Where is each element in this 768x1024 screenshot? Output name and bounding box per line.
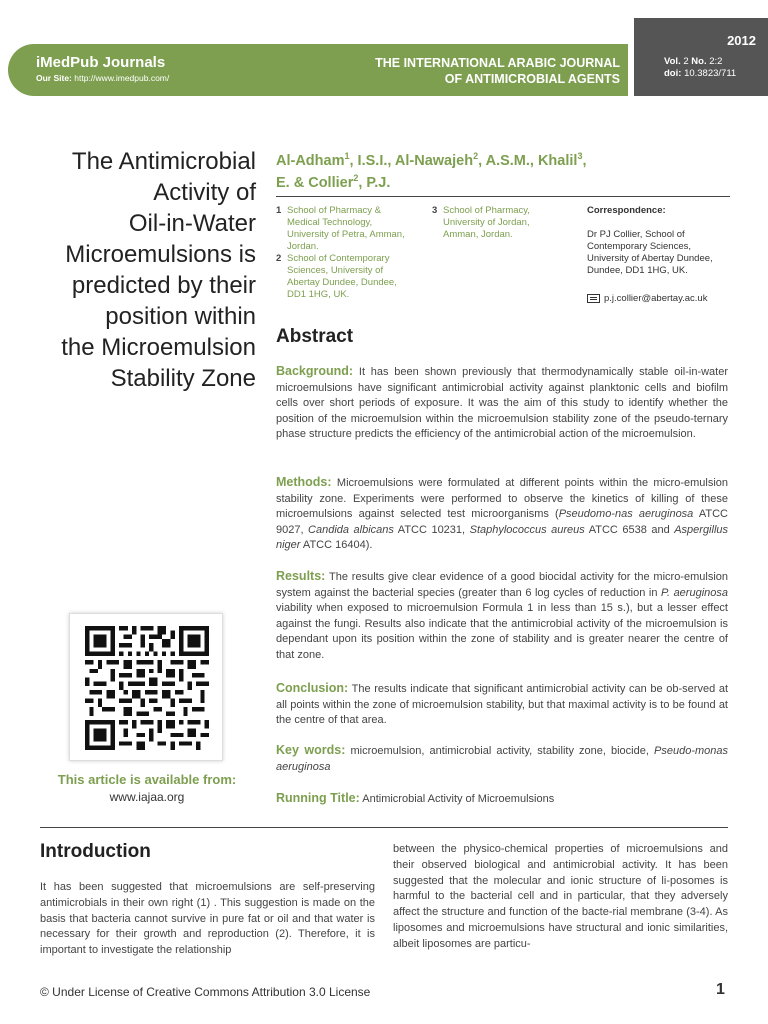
email-icon [587, 294, 600, 303]
affiliation-1: 1 School of Pharmacy & Medical Technology, University of Petra, Amman, Jordan. [276, 205, 405, 252]
abstract-background: Background: It has been shown previously that thermodynamically stable oil-in-water microemulsions have significant antimicrobial activity against planktonic cells and biofilm cells over short periods of exposure. It was the aim of this study to identify whether the position of the microemulsion within the microemulsion stability zone of the pseudo-ternary phase structure predicts the efficiency of the antimicrobial action of the microemulsion. [276, 364, 729, 441]
abstract-conclusion: Conclusion: The results indicate that significant antimicrobial activity can be ob-served at all points within the zone of microemulsion stability, but that maximal activity is to be found at the centre of that area. [276, 681, 729, 727]
abstract-keywords: Key words: microemulsion, antimicrobial activity, stability zone, biocide, Pseudo-monas aeruginosa [276, 743, 728, 773]
abstract-methods: Methods: Microemulsions were formulated at different points within the micro-emulsion stability zone. Experiments were performed to observe the kinetics of killing of these microemulsions against selected test microorganisms (Pseudomo-nas aeruginosa ATCC 9027, Candida albicans ATCC 10231, Staphylococcus aureus ATCC 6538 and Aspergillus niger ATCC 16404). [276, 475, 729, 552]
qr-code-icon [84, 626, 210, 750]
correspondence-email[interactable] [587, 293, 707, 304]
abstract-heading: Abstract [276, 326, 354, 347]
affiliation-2: 2 School of Contemporary Sciences, University of Abertay Dundee, Dundee, DD1 1HG, UK. [276, 253, 397, 300]
correspondence-address: Dr PJ Collier, School of Contemporary Sciences, University of Abertay Dundee, Dundee, DD1 1HG, UK. [587, 229, 713, 276]
year-badge: 2012 [634, 18, 768, 58]
doi-value: 10.3823/711 [684, 68, 737, 79]
body-divider [40, 827, 728, 828]
email-link[interactable]: p.j.collier@abertay.ac.uk [604, 293, 708, 304]
volume-info: Vol. 2 No. 2:2 doi: 10.3823/711 [634, 50, 768, 96]
site-url-link[interactable]: http://www.imedpub.com/ [74, 73, 170, 83]
license-notice: © Under License of Creative Commons Attribution 3.0 License [40, 985, 371, 999]
qr-code[interactable] [69, 613, 223, 761]
article-title: The Antimicrobial Activity of Oil-in-Water Microemulsions is predicted by their position within the Microemulsion Stability Zone [61, 148, 256, 392]
journal-name-line2: OF ANTIMICROBIAL AGENTS [444, 72, 620, 86]
introduction-heading: Introduction [40, 841, 151, 862]
author-divider [276, 196, 730, 197]
abstract-running-title: Running Title: Antimicrobial Activity of Microemulsions [276, 791, 555, 805]
abstract-results: Results: The results give clear evidence of a good biocidal activity for the micro-emulsion system against the bacterial species (greater than 6 log cycles of reduction in P. aeruginosa viability when exposed to microemulsion Formula 1 in less than 15 s.), but a lesser effect against the fungi. Results also indicate that the antimicrobial activity of the microemulsion is dependant upon its position within the zone of stability and is greater nearer the centre of that zone. [276, 569, 728, 661]
availability-url-link[interactable]: www.iajaa.org [109, 790, 185, 804]
journal-name-line1: THE INTERNATIONAL ARABIC JOURNAL [375, 56, 620, 70]
page-number: 1 [716, 981, 725, 998]
journal-name [375, 55, 620, 87]
site-label: Our Site: [36, 73, 72, 83]
author-list: Al-Adham$^1$, I.S.I., Al-Nawajeh$^2$, A.S.M., Khalil$^3$, E. & Collier$^2$, P.J. [276, 151, 587, 191]
introduction-left-column: It has been suggested that microemulsions are self-preserving antimicrobials in their own right (1) . This suggestion is made on the basis that bacteria cannot survive in pure fat or oil and that water is necessary for their growth and reproduction (2). Therefore, it is important to investigate the relationship [40, 881, 375, 957]
correspondence-block: Correspondence: Dr PJ Collier, School of Contemporary Sciences, University of Abertay Dundee, Dundee, DD1 1HG, UK. [587, 205, 713, 276]
affiliation-3: 3 School of Pharmacy, University of Jordan, Amman, Jordan. [432, 205, 530, 240]
publisher-site [36, 73, 169, 83]
availability-label: This article is available from: [57, 772, 237, 787]
introduction-right-column: between the physico-chemical properties of microemulsions and their observed biological and antimicrobial activity. It has been suggested that the molecular and ionic structure of li-posomes is harmful to the bacterial cell and in particular, that they adversely affect the structure and function of the bacte-rial membrane (3-4). As liposomes and microemulsions have structural and ionic similarities, albeit liposomes are particu- [393, 843, 728, 950]
publisher-brand: iMedPub Journals [36, 54, 166, 71]
